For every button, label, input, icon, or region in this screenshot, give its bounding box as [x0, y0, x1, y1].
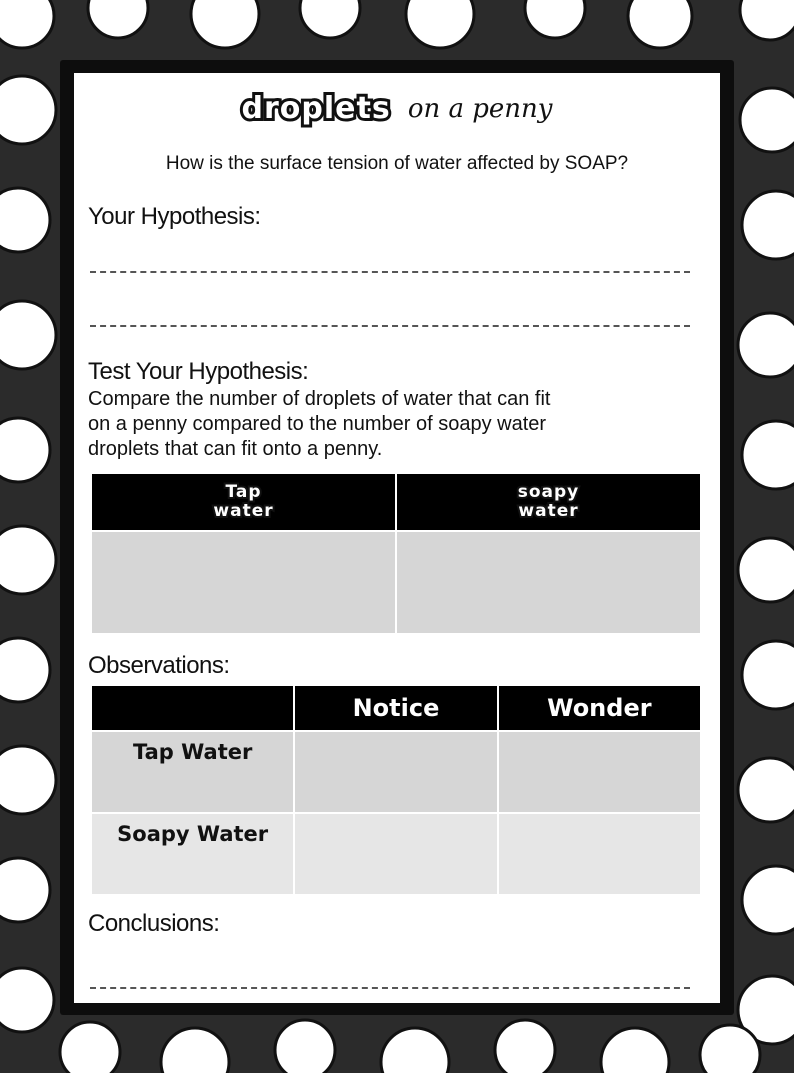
soapy-water-notice-cell[interactable] [294, 813, 497, 895]
tap-water-header [91, 473, 396, 531]
test-instructions-line: droplets that can fit onto a penny. [88, 438, 383, 460]
polka-dot [0, 746, 56, 814]
polka-dot [0, 76, 56, 144]
polka-dot [738, 758, 794, 822]
polka-dot [740, 88, 794, 152]
notice-column-header: Notice [294, 685, 497, 731]
driving-question: How is the surface tension of water affected by SOAP? [165, 153, 629, 174]
hypothesis-line-2[interactable] [90, 325, 690, 327]
polka-dot [0, 526, 56, 594]
polka-dot [60, 1022, 120, 1073]
polka-dot [0, 968, 54, 1032]
polka-dot [740, 0, 794, 40]
worksheet-title [74, 91, 720, 131]
title-bubble-text: droplets [241, 91, 391, 126]
polka-dot [738, 313, 794, 377]
conclusions-heading: Conclusions: [88, 910, 220, 937]
polka-dot [0, 638, 50, 702]
worksheet-page [74, 73, 720, 1003]
hypothesis-heading: Your Hypothesis: [88, 203, 261, 230]
test-instructions-line: Compare the number of droplets of water that can fit [88, 388, 551, 410]
soapy-water-header-line1: soapy [517, 482, 580, 502]
droplet-count-table [90, 472, 702, 635]
polka-dot [275, 1020, 335, 1073]
test-instructions-line: on a penny compared to the number of soapy water [88, 413, 547, 435]
polka-dot [742, 191, 794, 259]
observations-table [90, 684, 702, 896]
polka-dot [0, 301, 56, 369]
polka-dot [0, 0, 54, 48]
polka-dot [742, 866, 794, 934]
polka-dot [700, 1025, 760, 1073]
polka-dot [628, 0, 692, 48]
polka-dot [742, 421, 794, 489]
tap-water-header-line2: water [213, 501, 274, 521]
soapy-water-header [396, 473, 701, 531]
polka-dot [0, 188, 50, 252]
wonder-column-header: Wonder [498, 685, 701, 731]
soapy-water-row-label: Soapy Water [91, 813, 294, 895]
polka-dot [525, 0, 585, 38]
test-instructions [88, 387, 708, 462]
title-script-text: on a penny [407, 93, 553, 124]
polka-dot [601, 1028, 669, 1073]
polka-dot [0, 858, 50, 922]
soapy-water-header-line2: water [518, 501, 579, 521]
polka-dot [88, 0, 148, 38]
tap-water-count-cell[interactable] [91, 531, 396, 634]
polka-dot [406, 0, 474, 48]
conclusions-line[interactable] [90, 987, 690, 989]
observations-heading: Observations: [88, 652, 230, 679]
tap-water-header-line1: Tap [225, 482, 262, 502]
tap-water-wonder-cell[interactable] [498, 731, 701, 813]
polka-dot [742, 641, 794, 709]
hypothesis-line-1[interactable] [90, 271, 690, 273]
polka-dot [381, 1028, 449, 1073]
test-heading: Test Your Hypothesis: [88, 358, 309, 385]
polka-dot [738, 538, 794, 602]
polka-dot [300, 0, 360, 38]
polka-dot [161, 1028, 229, 1073]
tap-water-row-label: Tap Water [91, 731, 294, 813]
soapy-water-wonder-cell[interactable] [498, 813, 701, 895]
soapy-water-count-cell[interactable] [396, 531, 701, 634]
observations-corner-cell [91, 685, 294, 731]
tap-water-notice-cell[interactable] [294, 731, 497, 813]
polka-dot [0, 418, 50, 482]
polka-dot [191, 0, 259, 48]
polka-dot [495, 1020, 555, 1073]
